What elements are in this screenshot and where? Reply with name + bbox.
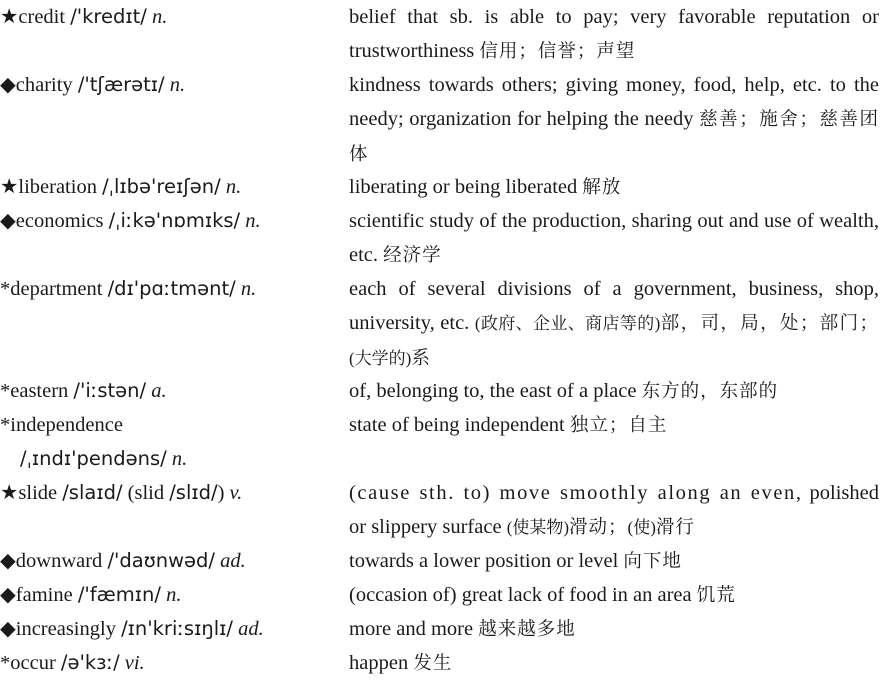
definition-chinese: 经济学 xyxy=(383,245,442,266)
phonetic: /ɪn'kriːsɪŋlɪ/ xyxy=(121,617,233,640)
phonetic: /'kredɪt/ xyxy=(70,5,147,28)
definition-chinese: 慈善；施舍；慈善团体 xyxy=(349,109,879,165)
definition xyxy=(349,612,879,647)
word: liberation xyxy=(18,176,97,198)
asterisk-marker-icon: * xyxy=(0,278,11,300)
headword xyxy=(0,646,345,680)
definition-chinese: 越来越多地 xyxy=(478,619,576,640)
past-tense-phonetic: /slɪd/ xyxy=(169,481,218,504)
headword xyxy=(0,374,345,408)
definition-chinese: 发生 xyxy=(413,653,453,674)
definition-chinese: 信用；信誉；声望 xyxy=(479,41,636,62)
phonetic: /'daʊnwəd/ xyxy=(107,549,215,572)
word: occur xyxy=(10,652,56,674)
word: downward xyxy=(15,550,103,572)
definition-chinese: 滑行 xyxy=(655,517,695,538)
headword xyxy=(0,476,345,510)
definition-english: polished or slippery surface xyxy=(349,482,879,538)
definition-english: of, belonging to, the east of a place xyxy=(349,380,637,402)
diamond-marker-icon: ◆ xyxy=(0,550,16,572)
word: charity xyxy=(15,74,73,96)
definition xyxy=(349,646,879,681)
definition-chinese: 解放 xyxy=(582,177,622,198)
star-marker-icon: ★ xyxy=(0,176,19,198)
asterisk-marker-icon: * xyxy=(0,652,11,674)
phonetic: /ˌlɪbə'reɪʃən/ xyxy=(102,175,221,198)
diamond-marker-icon: ◆ xyxy=(0,74,16,96)
headword xyxy=(0,0,345,34)
definition-english: kindness towards others; giving money, food, help, etc. to the needy; organization for helping the needy xyxy=(349,74,879,130)
definition-chinese: 系 xyxy=(411,348,431,369)
definition-english: scientific study of the production, sharing out and use of wealth, etc. xyxy=(349,210,879,266)
star-marker-icon: ★ xyxy=(0,6,19,28)
definition xyxy=(349,544,879,579)
phonetic: /ə'kɜː/ xyxy=(60,651,120,674)
headword xyxy=(0,204,345,238)
part-of-speech: n. xyxy=(225,176,242,198)
definition-english: (occasion of) great lack of food in an area xyxy=(349,584,692,606)
word: increasingly xyxy=(15,618,116,640)
headword xyxy=(0,68,345,102)
headword xyxy=(0,578,345,612)
star-marker-icon: ★ xyxy=(0,482,19,504)
phonetic: /ˌiːkə'nɒmɪks/ xyxy=(108,209,241,232)
definition xyxy=(349,204,879,273)
definition xyxy=(349,272,879,376)
definition-english: liberating or being liberated xyxy=(349,176,578,198)
asterisk-marker-icon: * xyxy=(0,414,11,436)
headword xyxy=(0,612,345,646)
definition-chinese: 向下地 xyxy=(623,551,682,572)
headword xyxy=(0,408,345,476)
definition xyxy=(349,0,879,69)
word: famine xyxy=(15,584,73,606)
past-tense-close: ) xyxy=(217,482,225,504)
definition-english: happen xyxy=(349,652,409,674)
part-of-speech: v. xyxy=(229,482,243,504)
diamond-marker-icon: ◆ xyxy=(0,584,16,606)
part-of-speech: n. xyxy=(169,74,186,96)
phonetic: /dɪ'pɑːtmənt/ xyxy=(107,277,236,300)
definition-english: each of several divisions of a government, business, shop, university, etc. xyxy=(349,278,879,334)
definition-note: (大学的) xyxy=(349,349,412,368)
word: credit xyxy=(18,6,66,28)
asterisk-marker-icon: * xyxy=(0,380,11,402)
part-of-speech: n. xyxy=(245,210,261,232)
part-of-speech: a. xyxy=(151,380,167,402)
definition xyxy=(349,476,879,545)
definition-chinese: 滑动； xyxy=(569,517,628,538)
past-tense-open: (slid xyxy=(127,482,165,504)
definition-note: (使) xyxy=(627,518,656,537)
definition-chinese: 饥荒 xyxy=(696,585,736,606)
word: independence xyxy=(10,414,123,436)
definition-english: state of being independent xyxy=(349,414,565,436)
definition-chinese: 独立；自主 xyxy=(569,415,668,436)
headword xyxy=(0,272,345,306)
definition-english: belief that sb. is able to pay; very favorable reputation or trustworthiness xyxy=(349,6,879,62)
definition-english: more and more xyxy=(349,618,474,640)
part-of-speech: n. xyxy=(151,6,168,28)
part-of-speech: n. xyxy=(240,278,257,300)
definition-english: (cause sth. to) move smoothly along an even, xyxy=(349,482,803,504)
word: department xyxy=(10,278,103,300)
definition-chinese: 部，司，局，处；部门； xyxy=(660,313,879,334)
definition xyxy=(349,374,879,409)
definition-note: (政府、企业、商店等的) xyxy=(474,314,661,333)
headword xyxy=(0,170,345,204)
diamond-marker-icon: ◆ xyxy=(0,210,16,232)
word: slide xyxy=(18,482,58,504)
headword xyxy=(0,544,345,578)
diamond-marker-icon: ◆ xyxy=(0,618,16,640)
definition-english: towards a lower position or level xyxy=(349,550,619,572)
definition xyxy=(349,68,879,172)
phonetic: /'iːstən/ xyxy=(73,379,147,402)
word: economics xyxy=(15,210,104,232)
definition xyxy=(349,170,879,205)
part-of-speech: n. xyxy=(166,584,182,606)
word: eastern xyxy=(10,380,69,402)
part-of-speech: vi. xyxy=(124,652,145,674)
phonetic: /ˌɪndɪ'pendəns/ xyxy=(20,447,167,470)
phonetic: /slaɪd/ xyxy=(62,481,123,504)
definition-note: (使某物) xyxy=(506,518,570,537)
part-of-speech: n. xyxy=(171,448,188,470)
definition xyxy=(349,578,879,613)
definition xyxy=(349,408,879,443)
phonetic: /'fæmɪn/ xyxy=(77,583,161,606)
phonetic: /'tʃærətɪ/ xyxy=(77,73,165,96)
definition-chinese: 东方的，东部的 xyxy=(641,381,779,402)
part-of-speech: ad. xyxy=(238,618,264,640)
part-of-speech: ad. xyxy=(220,550,246,572)
